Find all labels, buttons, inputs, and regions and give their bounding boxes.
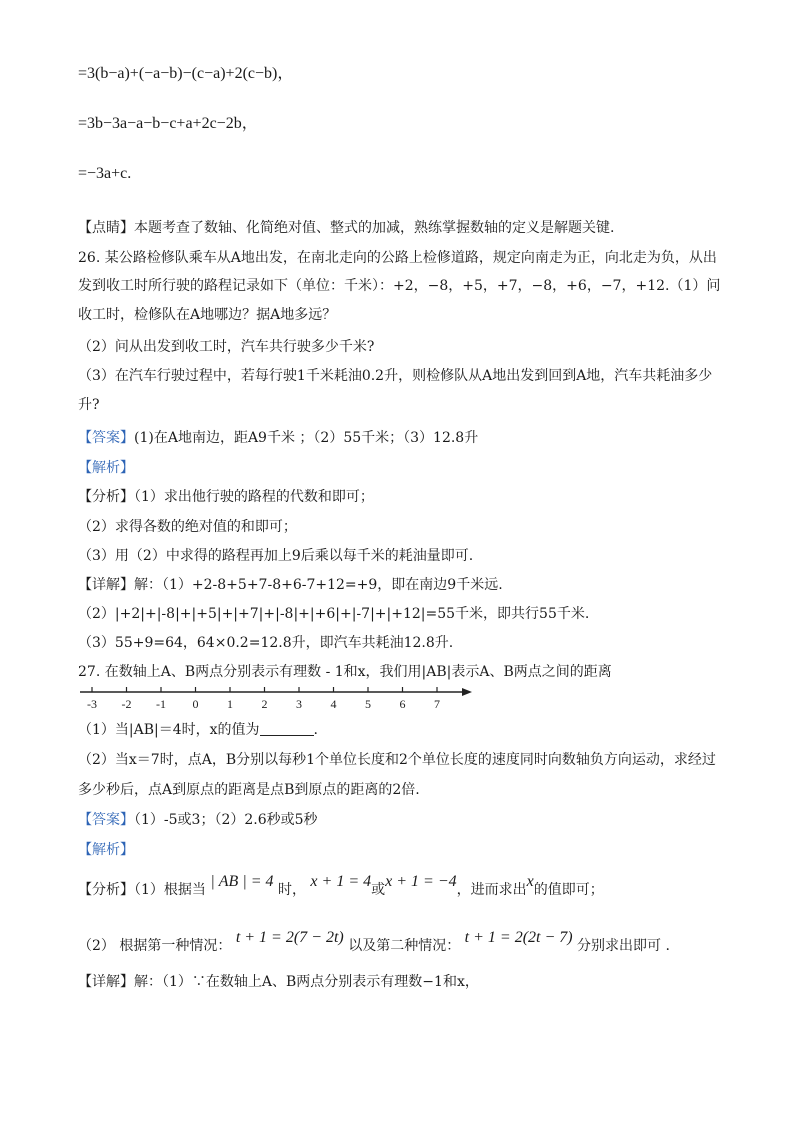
answer-tag: 【答案】 — [78, 430, 134, 446]
math-case-1: t + 1 = 2(7 − 2t) — [235, 929, 344, 946]
q26-line-6: 升? — [78, 397, 100, 413]
number-line-tick-label: -2 — [121, 697, 132, 711]
math-eq-2: x + 1 = −4 — [385, 873, 457, 890]
q27-sub-1-text: （1）当|AB|＝4时，x的值为 — [78, 722, 260, 738]
math-eq-1: x + 1 = 4 — [310, 873, 372, 890]
text: 的值即可； — [533, 882, 604, 898]
equation-step-1-text: =3(b−a)+(−a−b)−(c−a)+2(c−b) — [78, 65, 278, 82]
equation-step-3-text: =−3a+c — [78, 165, 128, 182]
q26-detail-1: 【详解】解：（1）+2-8+5+7-8+6-7+12=+9，即在南边9千米远. — [78, 577, 503, 593]
equation-step-1 — [78, 64, 750, 84]
answer-text: （1）-5或3；（2）2.6秒或5秒 — [134, 812, 318, 828]
q26-line-2: 发到收工时所行驶的路程记录如下（单位：千米）：+2，−8，+5，+7，−8，+6，−7，+12.（1）问 — [78, 278, 721, 294]
q27-sub-1-tail: . — [313, 722, 318, 738]
q27-answer — [78, 810, 750, 830]
text: （2） 根据第一种情况： — [78, 938, 232, 954]
q26-line-3: 收工时，检修队在A地哪边？据A地多远？ — [78, 307, 337, 323]
number-line-tick-label: 6 — [399, 697, 406, 711]
q27-analysis-2 — [78, 929, 750, 956]
q26-analysis-3: （3）用（2）中求得的路程再加上9后乘以每千米的耗油量即可. — [78, 548, 474, 564]
number-line-tick-label: 0 — [192, 697, 199, 711]
text: 或 — [371, 882, 386, 898]
q26-line-1: 26. 某公路检修队乘车从A地出发，在南北走向的公路上检修道路，规定向南走为正，向北走为负，从出 — [78, 250, 717, 266]
number-line-ticks — [87, 687, 440, 711]
equation-step-1-tail: ， — [277, 65, 294, 82]
number-line-tick-label: -3 — [87, 697, 97, 711]
text: 【分析】（1）根据当 — [78, 882, 206, 898]
number-line-tick-label: -1 — [156, 697, 166, 711]
number-line-tick-label: 2 — [261, 697, 268, 711]
q26-answer — [78, 428, 750, 448]
q26-analysis-2: （2）求得各数的绝对值的和即可； — [78, 519, 297, 535]
q27-sub-1 — [78, 720, 750, 740]
text: 时， — [277, 882, 306, 898]
number-line-tick-label: 4 — [330, 697, 337, 711]
text: ，进而求出 — [456, 882, 527, 898]
number-line-tick-label: 3 — [296, 697, 302, 711]
q27-sub-2b: 多少秒后，点A到原点的距离是点B到原点的距离的2倍. — [78, 782, 420, 798]
equation-step-2 — [78, 114, 750, 134]
q27-line-1: 27. 在数轴上A、B两点分别表示有理数 - 1和x，我们用|AB|表示A、B两点之间的距离 — [78, 664, 612, 680]
answer-text: (1)在A地南边，距A9千米 ；（2）55千米；（3）12.8升 — [134, 430, 479, 446]
math-case-2: t + 1 = 2(2t − 7) — [464, 929, 573, 946]
number-line — [74, 684, 474, 714]
answer-blank — [260, 721, 314, 736]
q26-detail-2: （2）|+2|+|-8|+|+5|+|+7|+|-8|+|+6|+|-7|+|+12|=55千米，即共行55千米. — [78, 606, 590, 622]
text: 以及第二种情况： — [348, 938, 461, 954]
equation-step-2-tail: ， — [241, 115, 258, 132]
q26-line-4: （2）问从出发到收工时，汽车共行驶多少千米? — [78, 339, 375, 355]
q26-detail-3: （3）55+9=64，64×0.2=12.8升，即汽车共耗油12.8升. — [78, 635, 454, 651]
math-x: x — [526, 873, 534, 890]
math-abs-ab: | AB | = 4 — [210, 873, 274, 890]
q27-analysis-1 — [78, 873, 750, 900]
number-line-tick-label: 7 — [434, 697, 440, 711]
number-line-tick-label: 5 — [365, 697, 371, 711]
q26-analysis-1: 【分析】（1）求出他行驶的路程的代数和即可； — [78, 489, 374, 505]
q27-sub-2a: （2）当x＝7时，点A，B分别以每秒1个单位长度和2个单位长度的速度同时向数轴负方向运动，求经过 — [78, 752, 716, 768]
text: 分别求出即可 . — [577, 938, 670, 954]
equation-step-2-text: =3b−3a−a−b−c+a+2c−2b — [78, 115, 242, 132]
number-line-arrow-icon — [462, 688, 472, 696]
comment-line: 【点睛】本题考查了数轴、化简绝对值、整式的加减，熟练掌握数轴的定义是解题关键. — [78, 220, 615, 236]
equation-step-3-tail: . — [127, 165, 132, 182]
answer-tag: 【答案】 — [78, 812, 134, 828]
number-line-tick-label: 1 — [227, 697, 233, 711]
q26-analysis-tag: 【解析】 — [78, 460, 134, 476]
q27-analysis-tag: 【解析】 — [78, 842, 134, 858]
q26-line-5: （3）在汽车行驶过程中，若每行驶1千米耗油0.2升，则检修队从A地出发到回到A地，汽车共耗油多少 — [78, 368, 713, 384]
equation-step-3 — [78, 164, 750, 184]
q27-detail-1: 【详解】解：（1）∵在数轴上A、B两点分别表示有理数−1和x， — [78, 974, 479, 990]
